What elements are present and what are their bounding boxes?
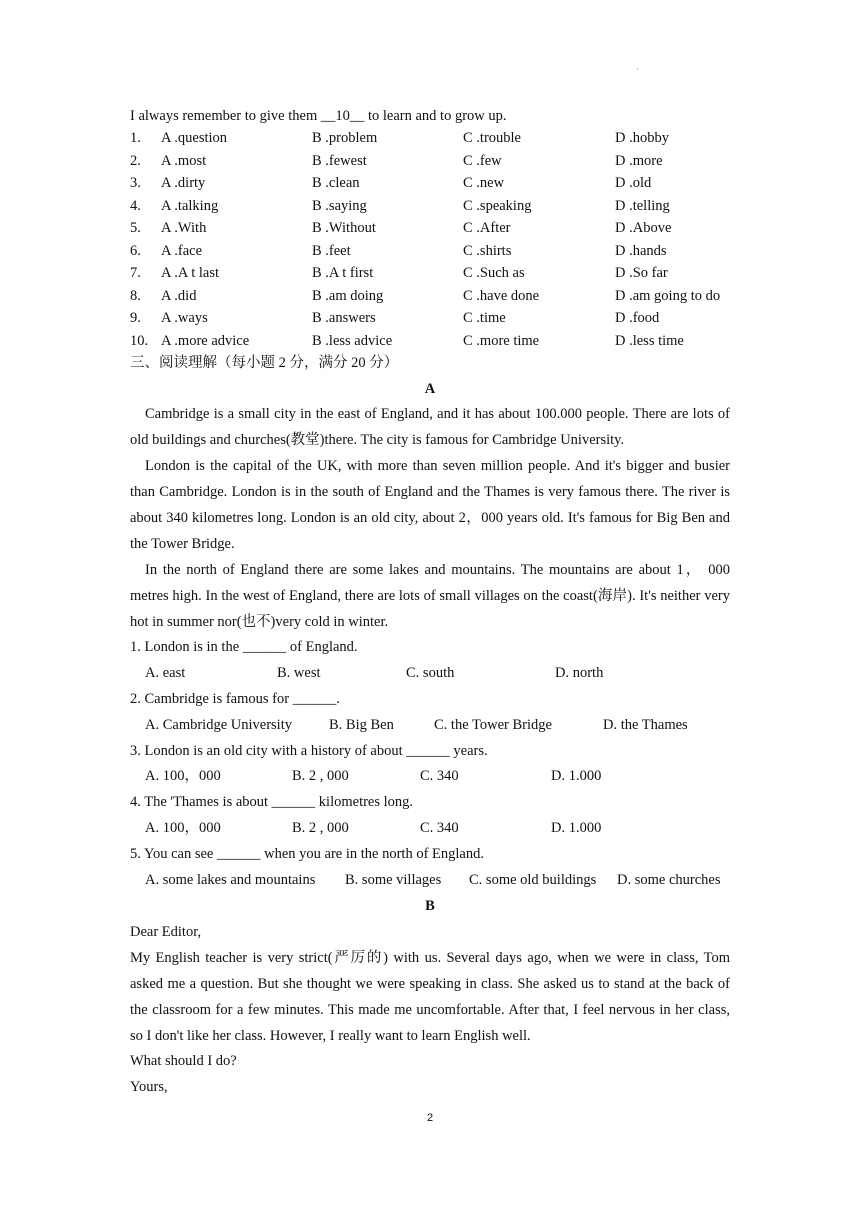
option-row bbox=[130, 196, 750, 216]
option-d: D .hobby bbox=[615, 130, 669, 146]
option-a: A .face bbox=[161, 243, 203, 259]
option-a: A .more advice bbox=[161, 333, 250, 349]
option-d: D .am going to do bbox=[615, 288, 721, 304]
question: 1. London is in the ______ of England. bbox=[130, 639, 358, 655]
cloze-tail-sentence: I always remember to give them __10__ to learn and to grow up. bbox=[130, 108, 507, 124]
option-c: C .shirts bbox=[463, 243, 512, 259]
section-heading: 三、阅读理解（每小题 2 分，满分 20 分） bbox=[130, 355, 399, 371]
option-b: B .am doing bbox=[312, 288, 384, 304]
option-b: B .Without bbox=[312, 220, 376, 236]
letter-greeting: Dear Editor, bbox=[130, 924, 202, 940]
option-number: 5. bbox=[130, 220, 141, 236]
question: 2. Cambridge is famous for ______. bbox=[130, 691, 340, 707]
option-c: C .more time bbox=[463, 333, 540, 349]
option-number: 9. bbox=[130, 310, 141, 326]
option-c: C .new bbox=[463, 175, 505, 191]
choice-d: D. the Thames bbox=[603, 717, 688, 733]
choice-a: A. 100，000 bbox=[145, 768, 221, 784]
choice-b: B. Big Ben bbox=[329, 717, 394, 733]
option-row bbox=[130, 331, 750, 351]
option-d: D .telling bbox=[615, 198, 670, 214]
option-row bbox=[130, 286, 750, 306]
choice-c: C. 340 bbox=[420, 820, 459, 836]
choice-d: D. 1.000 bbox=[551, 768, 602, 784]
option-row bbox=[130, 263, 750, 283]
option-c: C .few bbox=[463, 153, 502, 169]
choice-d: D. some churches bbox=[617, 872, 721, 888]
passage-a-paragraph: In the north of England there are some lakes and mountains. The mountains are about 1， 000 metres high. In the west of England, there are lots of small villages on the coast(海岸). It's neither very hot in summer nor(也不)very cold in winter. bbox=[130, 562, 730, 630]
option-d: D .more bbox=[615, 153, 663, 169]
option-number: 1. bbox=[130, 130, 141, 146]
option-d: D .old bbox=[615, 175, 652, 191]
option-c: C .After bbox=[463, 220, 511, 236]
option-d: D .Above bbox=[615, 220, 672, 236]
option-b: B .fewest bbox=[312, 153, 367, 169]
option-number: 8. bbox=[130, 288, 141, 304]
choice-d: D. north bbox=[555, 665, 604, 681]
header-mark: · bbox=[636, 64, 639, 74]
option-row bbox=[130, 218, 750, 238]
option-a: A .most bbox=[161, 153, 207, 169]
question-options bbox=[145, 818, 745, 838]
option-row bbox=[130, 241, 750, 261]
option-a: A .A t last bbox=[161, 265, 220, 281]
question-options bbox=[145, 663, 745, 683]
passage-a-paragraph: Cambridge is a small city in the east of England, and it has about 100.000 people. There are lots of old buildings and churches(教堂)there. The city is famous for Cambridge University. bbox=[130, 406, 730, 448]
choice-c: C. south bbox=[406, 665, 455, 681]
choice-b: B. 2 , 000 bbox=[292, 768, 349, 784]
option-number: 2. bbox=[130, 153, 141, 169]
option-row bbox=[130, 173, 750, 193]
option-d: D .hands bbox=[615, 243, 667, 259]
choice-c: C. 340 bbox=[420, 768, 459, 784]
option-a: A .ways bbox=[161, 310, 208, 326]
option-a: A .talking bbox=[161, 198, 219, 214]
option-number: 4. bbox=[130, 198, 141, 214]
page-number: 2 bbox=[426, 1112, 434, 1124]
letter-body: My English teacher is very strict(严厉的) with us. Several days ago, when we were in class, Tom asked me a question. But she thought we were speaking in class. She asked us to stand at the back of the classroom for a few minutes. This made me uncomfortable. After that, I feel nervous in her class, so I don't like her class. However, I really want to learn English well. bbox=[130, 950, 730, 1044]
question: 4. The 'Thames is about ______ kilometres long. bbox=[130, 794, 414, 810]
choice-a: A. Cambridge University bbox=[145, 717, 292, 733]
choice-d: D. 1.000 bbox=[551, 820, 602, 836]
option-b: B .clean bbox=[312, 175, 360, 191]
option-c: C .Such as bbox=[463, 265, 525, 281]
choice-c: C. some old buildings bbox=[469, 872, 597, 888]
passage-a-paragraph: London is the capital of the UK, with more than seven million people. And it's bigger and busier than Cambridge. London is in the south of England and the Thames is very famous there. The river is about 340 kilometres long. London is an old city, about 2，000 years old. It's famous for Big Ben and the Tower Bridge. bbox=[130, 458, 730, 552]
question: 3. London is an old city with a history of about ______ years. bbox=[130, 743, 488, 759]
option-number: 6. bbox=[130, 243, 141, 259]
option-a: A .With bbox=[161, 220, 207, 236]
option-b: B .less advice bbox=[312, 333, 393, 349]
option-row bbox=[130, 128, 750, 148]
question: 5. You can see ______ when you are in the north of England. bbox=[130, 846, 484, 862]
choice-c: C. the Tower Bridge bbox=[434, 717, 552, 733]
option-c: C .have done bbox=[463, 288, 540, 304]
option-a: A .dirty bbox=[161, 175, 206, 191]
choice-a: A. some lakes and mountains bbox=[145, 872, 316, 888]
question-options bbox=[145, 715, 745, 735]
option-b: B .problem bbox=[312, 130, 378, 146]
option-a: A .did bbox=[161, 288, 197, 304]
option-number: 7. bbox=[130, 265, 141, 281]
option-d: D .less time bbox=[615, 333, 684, 349]
letter-closing: Yours, bbox=[130, 1079, 168, 1095]
choice-b: B. west bbox=[277, 665, 321, 681]
option-number: 3. bbox=[130, 175, 141, 191]
question-options bbox=[145, 870, 745, 890]
option-c: C .time bbox=[463, 310, 506, 326]
option-row bbox=[130, 308, 750, 328]
choice-a: A. east bbox=[145, 665, 186, 681]
option-b: B .A t first bbox=[312, 265, 374, 281]
passage-a-label: A bbox=[424, 381, 436, 397]
option-b: B .answers bbox=[312, 310, 376, 326]
option-row bbox=[130, 151, 750, 171]
option-b: B .saying bbox=[312, 198, 367, 214]
choice-b: B. some villages bbox=[345, 872, 442, 888]
option-d: D .food bbox=[615, 310, 660, 326]
option-c: C .trouble bbox=[463, 130, 521, 146]
option-a: A .question bbox=[161, 130, 228, 146]
option-d: D .So far bbox=[615, 265, 668, 281]
question-options bbox=[145, 766, 745, 786]
choice-b: B. 2 , 000 bbox=[292, 820, 349, 836]
passage-b-label: B bbox=[425, 898, 435, 914]
option-c: C .speaking bbox=[463, 198, 532, 214]
option-b: B .feet bbox=[312, 243, 351, 259]
choice-a: A. 100，000 bbox=[145, 820, 221, 836]
option-number: 10. bbox=[130, 333, 149, 349]
letter-question: What should I do? bbox=[130, 1053, 237, 1069]
